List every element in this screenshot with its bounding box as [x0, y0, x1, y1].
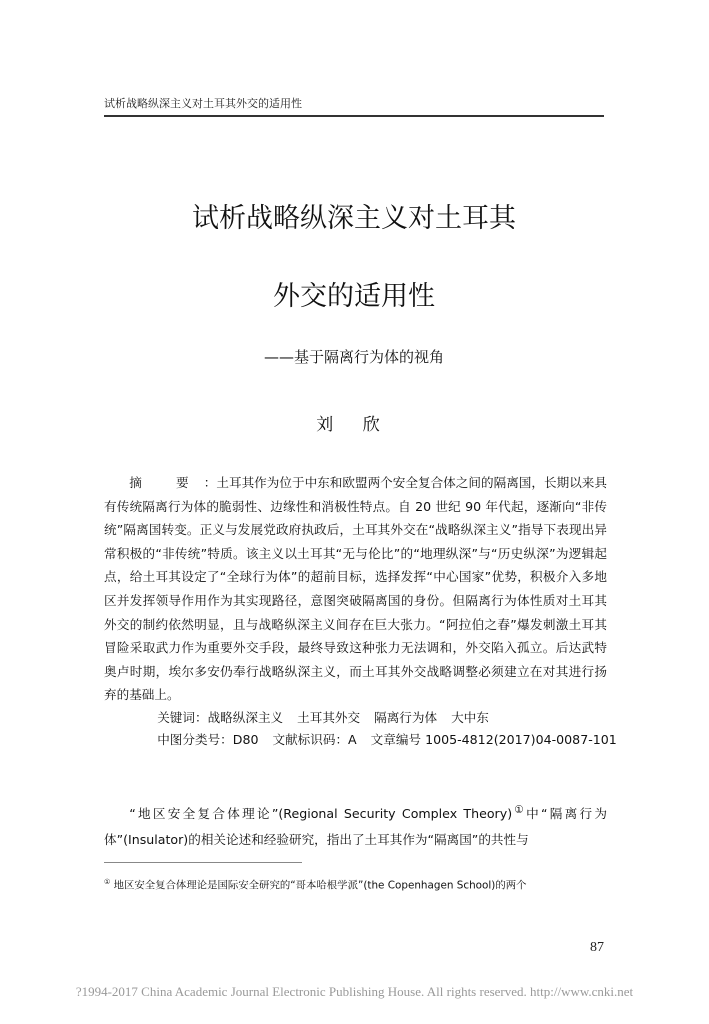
body-part-2: 中“隔离行为体”(Insulator)的相关论述和经验研究，指出了土耳其作为“隔离国”的共性与	[104, 806, 607, 848]
clc-label: 中图分类号：	[157, 731, 233, 747]
keywords-label: 关键词：	[157, 709, 208, 725]
classification-line	[104, 729, 617, 751]
keywords-line	[104, 707, 607, 729]
footnote	[104, 874, 607, 893]
doc-code-value: A	[348, 731, 357, 747]
title-line-1: 试析战略纵深主义对土耳其	[192, 203, 516, 234]
footnote-text: 地区安全复合体理论是国际安全研究的“哥本哈根学派”(the Copenhagen School)的两个	[113, 879, 527, 892]
body-text	[104, 797, 607, 853]
header-rule	[104, 115, 604, 117]
body-part-1: “地区安全复合体理论”(Regional Security Complex Theory)	[129, 806, 513, 822]
title-line-2: 外交的适用性	[273, 281, 435, 312]
subtitle: ——基于隔离行为体的视角	[263, 348, 444, 366]
keyword: 土耳其外交	[297, 709, 361, 725]
page-number: 87	[590, 940, 604, 955]
copyright-notice: ?1994-2017 China Academic Journal Electronic Publishing House. All rights reserved. http://www.cnki.net	[75, 984, 634, 999]
footnote-marker: ①	[104, 878, 111, 886]
body-paragraph	[104, 797, 607, 853]
running-header: 试析战略纵深主义对土耳其外交的适用性	[104, 97, 302, 110]
abstract-text: ：土耳其作为位于中东和欧盟两个安全复合体之间的隔离国，长期以来具有传统隔离行为体的脆弱性、边缘性和消极性特点。自 20 世纪 90 年代起，逐渐向“非传统”隔离国转变。正义与发展党政府执政后，土耳其外交在“战略纵深主义”指导下表现出异常积极的“非传统”特质。该主义以土耳其“无与伦比”的“地理纵深”与“历史纵深”为逻辑起点，给土耳其设定了“全球行为体”的超前目标，选择发挥“中心国家”优势，积极介入多地区并发挥领导作用作为其实现路径，意图突破隔离国的身份。但隔离行为体性质对土耳其外交的制约依然明显，且与战略纵深主义间存在巨大张力。“阿拉伯之春”爆发刺激土耳其冒险采取武力作为重要外交手段，最终导致这种张力无法调和，外交陷入孤立。后达武特奥卢时期，埃尔多安仍奉行战略纵深主义，而土耳其外交战略调整必须建立在对其进行扬弃的基础上。	[104, 475, 607, 703]
keyword: 战略纵深主义	[207, 709, 284, 725]
article-no-label: 文章编号	[370, 731, 422, 747]
abstract-paragraph	[104, 471, 607, 707]
abstract	[104, 471, 617, 751]
keyword: 大中东	[451, 709, 489, 725]
abstract-label: 摘 要	[129, 475, 204, 490]
footnote-rule	[104, 862, 302, 863]
clc-value: D80	[232, 731, 259, 747]
doc-code-label: 文献标识码：	[272, 731, 349, 747]
keyword: 隔离行为体	[374, 709, 438, 725]
author-name: 刘 欣	[316, 415, 392, 435]
footnote-ref: ①	[512, 804, 527, 816]
article-no-value: 1005-4812(2017)04-0087-101	[425, 731, 617, 747]
